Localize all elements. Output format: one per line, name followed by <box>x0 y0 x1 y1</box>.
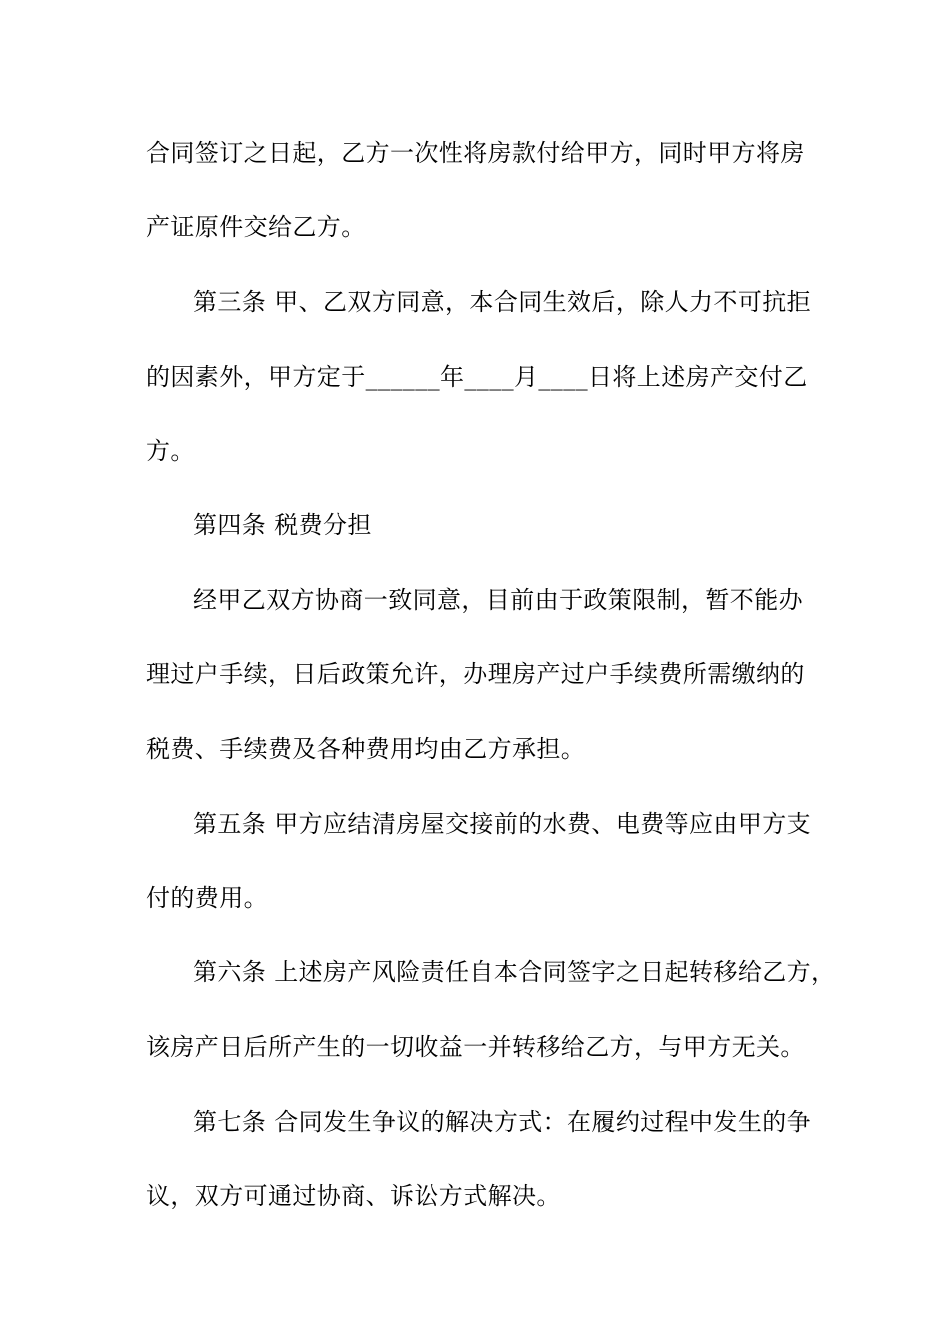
text-line: 付的费用。 <box>146 884 268 912</box>
text-line: 方。 <box>146 437 195 465</box>
article-7-heading: 第七条 合同发生争议的解决方式：在履约过程中发生的争 <box>193 1108 812 1136</box>
text-line: 该房产日后所产生的一切收益一并转移给乙方，与甲方无关。 <box>146 1033 805 1061</box>
text-line: 议，双方可通过协商、诉讼方式解决。 <box>146 1182 561 1210</box>
article-5-heading: 第五条 甲方应结清房屋交接前的水费、电费等应由甲方支 <box>193 810 812 838</box>
text-line: 产证原件交给乙方。 <box>146 213 366 241</box>
article-6-heading: 第六条 上述房产风险责任自本合同签字之日起转移给乙方， <box>193 958 836 986</box>
article-3-heading: 第三条 甲、乙双方同意，本合同生效后，除人力不可抗拒 <box>193 288 812 316</box>
text-line: 合同签订之日起，乙方一次性将房款付给甲方，同时甲方将房 <box>146 139 805 167</box>
text-line: 理过户手续，日后政策允许，办理房产过户手续费所需缴纳的 <box>146 660 805 688</box>
text-line: 经甲乙双方协商一致同意，目前由于政策限制，暂不能办 <box>193 586 803 614</box>
text-line: 税费、手续费及各种费用均由乙方承担。 <box>146 735 586 763</box>
article-4-heading: 第四条 税费分担 <box>193 511 372 539</box>
text-line: 的因素外，甲方定于______年____月____日将上述房产交付乙 <box>146 363 808 391</box>
